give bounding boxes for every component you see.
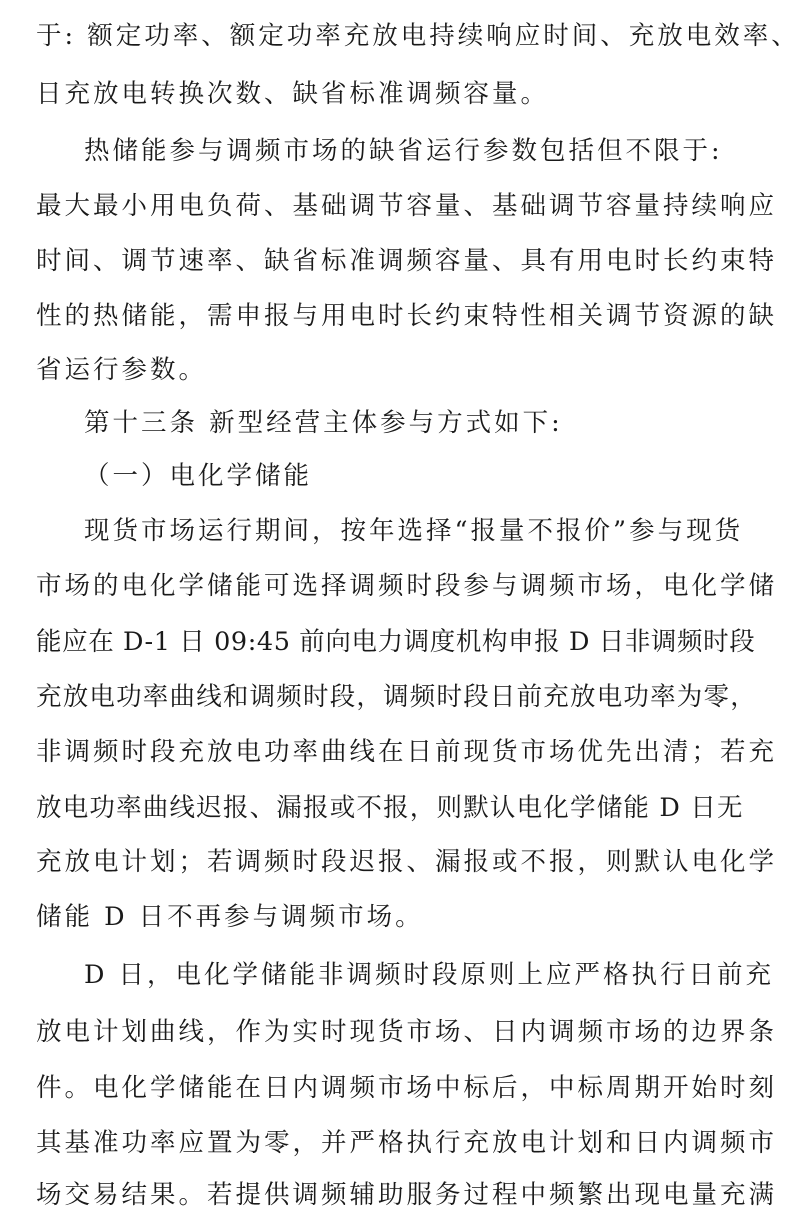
text-line-22: 场交易结果。若提供调频辅助服务过程中频繁出现电量充满 xyxy=(36,1180,778,1210)
subsection-heading: （一）电化学储能 xyxy=(84,461,313,491)
text-line-4: 最大最小用电负荷、基础调节容量、基础调节容量持续响应 xyxy=(36,191,778,221)
text-line-6: 性的热储能，需申报与用电时长约束特性相关调节资源的缺 xyxy=(36,301,778,331)
text-line-18: D 日，电化学储能非调频时段原则上应严格执行日前充 xyxy=(84,960,775,990)
section-heading: 第十三条 新型经营主体参与方式如下: xyxy=(84,408,563,438)
text-line-13: 充放电功率曲线和调频时段，调频时段日前充放电功率为零， xyxy=(36,682,757,712)
text-line-21: 其基准功率应置为零，并严格执行充放电计划和日内调频市 xyxy=(36,1128,778,1158)
text-line-10: 现货市场运行期间，按年选择“报量不报价”参与现货 xyxy=(84,516,744,546)
text-line-12: 能应在 D-1 日 09:45 前向电力调度机构申报 D 日非调频时段 xyxy=(36,627,756,657)
text-line-15: 放电功率曲线迟报、漏报或不报，则默认电化学储能 D 日无 xyxy=(36,793,744,823)
text-line-20: 件。电化学储能在日内调频市场中标后，中标周期开始时刻 xyxy=(36,1073,778,1103)
text-line-11: 市场的电化学储能可选择调频时段参与调频市场，电化学储 xyxy=(36,571,778,601)
text-line-16: 充放电计划；若调频时段迟报、漏报或不报，则默认电化学 xyxy=(36,847,778,877)
text-line-2: 日充放电转换次数、缺省标准调频容量。 xyxy=(36,79,550,109)
text-line-7: 省运行参数。 xyxy=(36,355,208,385)
text-line-17: 储能 D 日不再参与调频市场。 xyxy=(36,902,424,932)
text-line-19: 放电计划曲线，作为实时现货市场、日内调频市场的边界条 xyxy=(36,1017,778,1047)
text-line-1: 于: 额定功率、额定功率充放电持续响应时间、充放电效率、 xyxy=(36,21,800,51)
text-line-3: 热储能参与调频市场的缺省运行参数包括但不限于: xyxy=(84,136,723,166)
text-line-5: 时间、调节速率、缺省标准调频容量、具有用电时长约束特 xyxy=(36,246,778,276)
text-line-14: 非调频时段充放电功率曲线在日前现货市场优先出清；若充 xyxy=(36,737,778,767)
